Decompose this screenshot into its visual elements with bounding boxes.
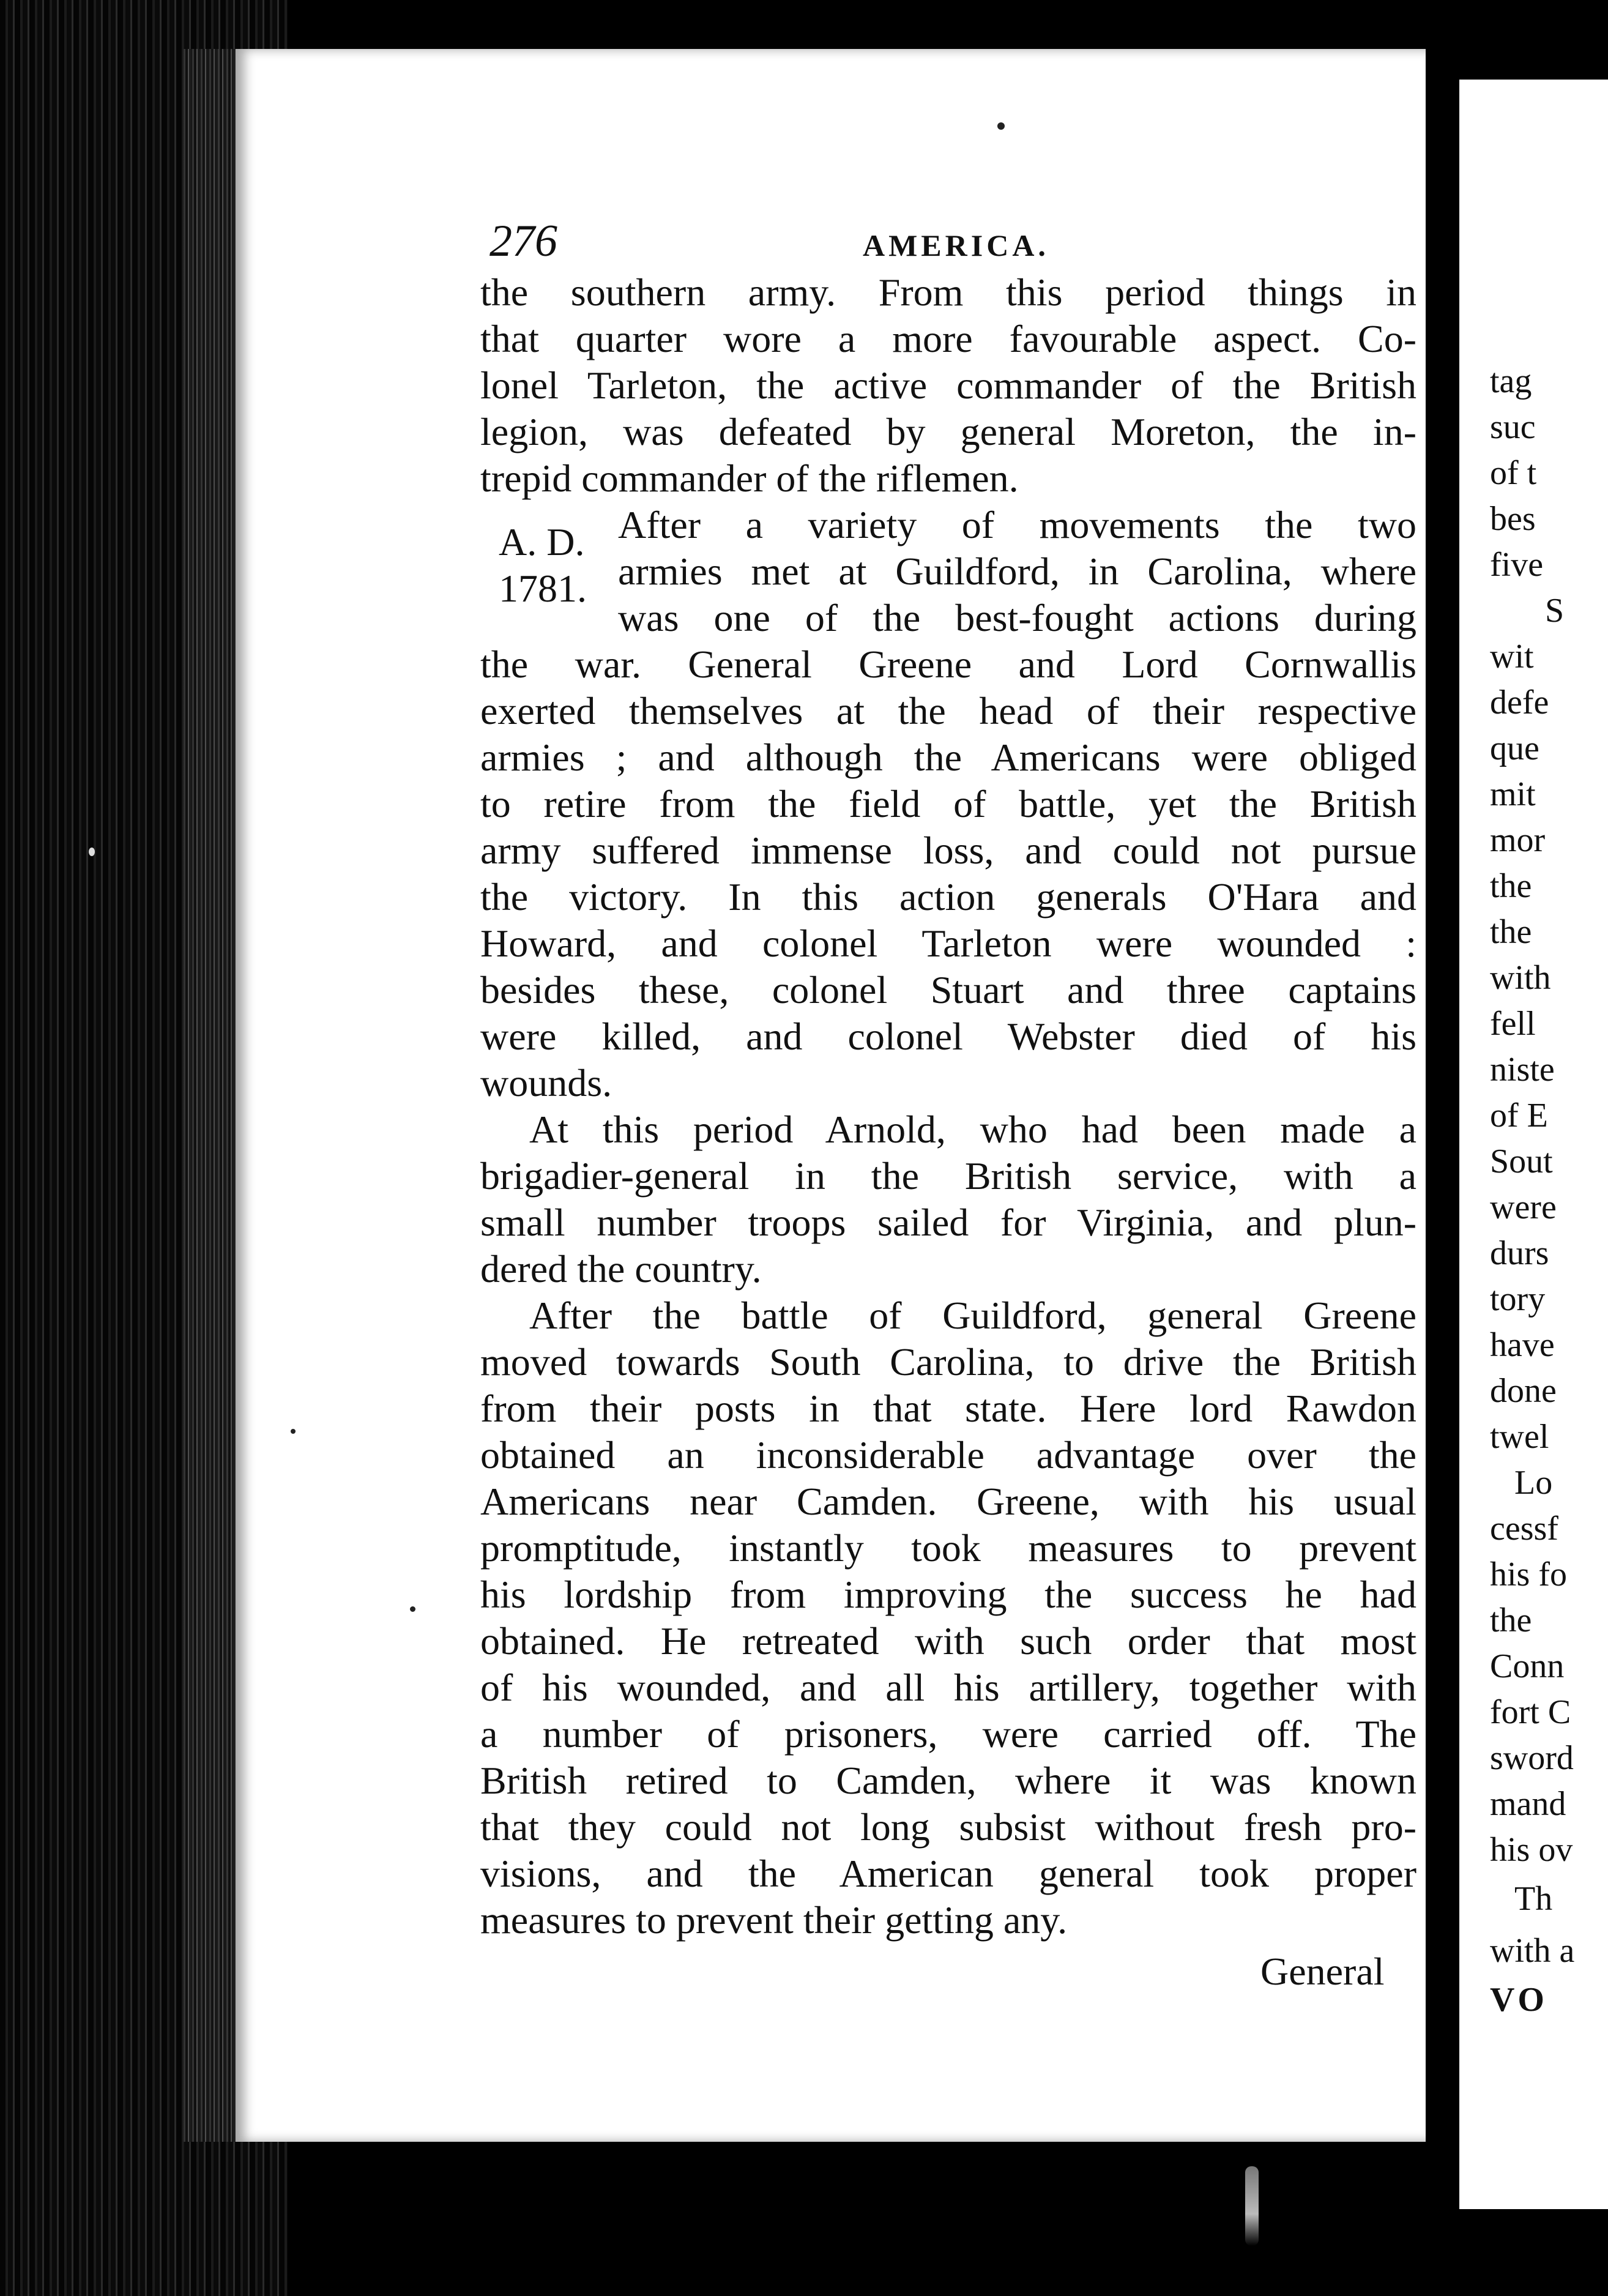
adjacent-page-fragment: twel [1490,1418,1549,1456]
text-line: visions, and the American general took proper [480,1852,1416,1895]
text-line: his lordship from improving the success he had [480,1573,1416,1616]
adjacent-page-fragment: S [1545,592,1565,630]
running-title: AMERICA. [863,228,1049,263]
adjacent-page-fragment: Lo [1514,1464,1553,1502]
adjacent-page-fragment: his ov [1490,1831,1573,1869]
adjacent-page-fragment: the [1490,1601,1532,1639]
text-line: that they could not long subsist without fresh pro- [480,1805,1416,1849]
text-line: armies met at Guildford, in Carolina, where [618,550,1416,593]
text-line: the victory. In this action generals O'Hara and [480,875,1416,919]
adjacent-page-fragment: the [1490,867,1532,905]
text-line: armies ; and although the Americans were obliged [480,736,1416,779]
adjacent-page-fragment: Conn [1490,1647,1565,1685]
marginal-note-era: A. D. [499,520,585,564]
adjacent-page-fragment: suc [1490,408,1536,446]
adjacent-page-fragment: VO [1490,1981,1548,2019]
text-line: exerted themselves at the head of their respective [480,689,1416,732]
text-line: brigadier-general in the British service, with a [480,1154,1416,1198]
text-line: moved towards South Carolina, to drive the British [480,1340,1416,1384]
text-line: small number troops sailed for Virginia, and plun- [480,1201,1416,1244]
adjacent-page-fragment: defe [1490,684,1549,721]
text-line: army suffered immense loss, and could not pursue [480,829,1416,872]
text-line: to retire from the field of battle, yet the British [480,782,1416,826]
text-line: After the battle of Guildford, general Greene [529,1294,1416,1337]
text-line: the war. General Greene and Lord Cornwallis [480,643,1416,686]
adjacent-page-fragment: five [1490,546,1544,584]
adjacent-page-fragment: fell [1490,1005,1536,1043]
catchword: General [1260,1950,1385,1993]
text-line: promptitude, instantly took measures to prevent [480,1526,1416,1570]
text-line: legion, was defeated by general Moreton, the in- [480,410,1416,453]
text-line: measures to prevent their getting any. [480,1898,1068,1942]
text-line: of his wounded, and all his artillery, together with [480,1666,1416,1709]
text-line: a number of prisoners, were carried off. The [480,1712,1416,1756]
adjacent-page-fragment: with a [1490,1932,1575,1970]
text-line: lonel Tarleton, the active commander of the British [480,363,1416,407]
adjacent-page-fragment: mor [1490,821,1546,859]
text-line: were killed, and colonel Webster died of his [480,1015,1416,1058]
adjacent-page-fragment: fort C [1490,1693,1571,1731]
adjacent-page-fragment: mit [1490,775,1536,813]
adjacent-page-fragment: with [1490,959,1551,997]
text-line: Howard, and colonel Tarleton were wounded : [480,922,1416,965]
text-line: After a variety of movements the two [618,503,1416,546]
text-line: trepid commander of the riflemen. [480,457,1019,500]
text-line: besides these, colonel Stuart and three captains [480,968,1416,1012]
page-number: 276 [489,216,557,266]
adjacent-page-fragment: niste [1490,1051,1555,1089]
text-line: At this period Arnold, who had been made a [529,1108,1416,1151]
adjacent-page-fragment: of E [1490,1097,1548,1135]
adjacent-page-fragment: wit [1490,638,1534,676]
adjacent-page-fragment: were [1490,1188,1557,1226]
adjacent-page-fragment: Sout [1490,1142,1553,1180]
text-line: Americans near Camden. Greene, with his usual [480,1480,1416,1523]
adjacent-page-fragment: tory [1490,1280,1546,1318]
adjacent-page-fragment: cessf [1490,1510,1558,1548]
adjacent-page-fragment: durs [1490,1234,1549,1272]
adjacent-page-fragment: tag [1490,362,1532,400]
adjacent-page-strip [1459,80,1608,2209]
body-text [480,269,1416,1944]
text-line: British retired to Camden, where it was known [480,1759,1416,1802]
adjacent-page-fragment: done [1490,1372,1557,1410]
marginal-note-year: 1781. [499,567,587,610]
scan-speck [89,848,95,856]
scan-smudge [1245,2166,1259,2246]
text-line: was one of the best-fought actions during [618,596,1416,639]
text-line: dered the country. [480,1247,762,1291]
scan-speck [291,1429,296,1434]
scan-speck [997,122,1005,130]
text-line: the southern army. From this period things in [480,270,1416,314]
adjacent-page-fragment: Th [1514,1880,1553,1918]
adjacent-page-fragment: have [1490,1326,1555,1364]
adjacent-page-fragment: the [1490,913,1532,951]
text-line: from their posts in that state. Here lord Rawdon [480,1387,1416,1430]
page-header [489,215,1420,264]
adjacent-page-fragment: his fo [1490,1556,1567,1593]
adjacent-page-fragment: mand [1490,1785,1566,1823]
text-line: obtained an inconsiderable advantage over the [480,1433,1416,1477]
text-line: obtained. He retreated with such order that most [480,1619,1416,1663]
adjacent-page-fragment: que [1490,729,1539,767]
scan-speck [410,1606,415,1612]
adjacent-page-fragment: of t [1490,454,1537,492]
adjacent-page-fragment: sword [1490,1739,1574,1777]
text-line: that quarter wore a more favourable aspect. Co- [480,317,1416,360]
adjacent-page-fragment: bes [1490,500,1536,538]
text-line: wounds. [480,1061,612,1105]
